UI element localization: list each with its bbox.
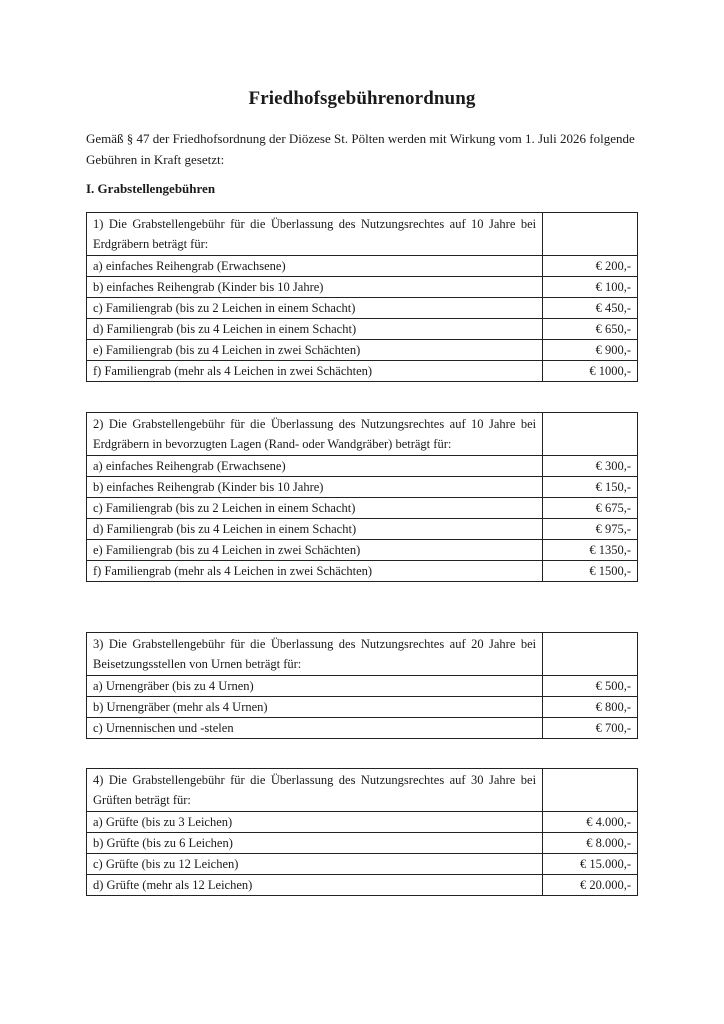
table-row [87,561,638,582]
row-price: € 800,- [543,697,638,718]
table-row [87,676,638,697]
row-label: c) Familiengrab (bis zu 2 Leichen in einem Schacht) [87,498,543,519]
table-row [87,697,638,718]
row-price: € 150,- [543,477,638,498]
table-row [87,833,638,854]
row-price: € 975,- [543,519,638,540]
table-row [87,340,638,361]
table-heading: 4) Die Grabstellengebühr für die Überlassung des Nutzungsrechtes auf 30 Jahre bei Grüften beträgt für: [87,769,543,812]
row-price: € 900,- [543,340,638,361]
table-row [87,854,638,875]
table-heading: 3) Die Grabstellengebühr für die Überlassung des Nutzungsrechtes auf 20 Jahre bei Beisetzungsstellen von Urnen beträgt für: [87,633,543,676]
row-label: c) Grüfte (bis zu 12 Leichen) [87,854,543,875]
row-price: € 20.000,- [543,875,638,896]
table-heading-row [87,413,638,456]
table-row [87,477,638,498]
row-label: e) Familiengrab (bis zu 4 Leichen in zwei Schächten) [87,540,543,561]
document-title: Friedhofsgebührenordnung [248,88,476,109]
table-heading-price-cell [543,633,638,676]
fee-table-urnen [86,632,638,739]
table-row [87,298,638,319]
row-label: b) Urnengräber (mehr als 4 Urnen) [87,697,543,718]
row-label: a) einfaches Reihengrab (Erwachsene) [87,456,543,477]
row-label: f) Familiengrab (mehr als 4 Leichen in zwei Schächten) [87,361,543,382]
fee-table-erdgraeber [86,212,638,382]
row-price: € 1000,- [543,361,638,382]
fee-table-gruefte [86,768,638,896]
table-row [87,540,638,561]
table-row [87,361,638,382]
row-price: € 1500,- [543,561,638,582]
row-price: € 675,- [543,498,638,519]
table-heading-row [87,769,638,812]
table-row [87,319,638,340]
table-heading-price-cell [543,413,638,456]
table-row [87,718,638,739]
section-heading: I. Grabstellengebühren [86,181,216,196]
table-heading-price-cell [543,769,638,812]
table-row [87,498,638,519]
row-price: € 1350,- [543,540,638,561]
table-heading: 1) Die Grabstellengebühr für die Überlassung des Nutzungsrechtes auf 10 Jahre bei Erdgräbern beträgt für: [87,213,543,256]
table-heading-row [87,633,638,676]
row-price: € 100,- [543,277,638,298]
table-row [87,812,638,833]
table-row [87,256,638,277]
row-price: € 700,- [543,718,638,739]
row-price: € 300,- [543,456,638,477]
row-label: c) Familiengrab (bis zu 2 Leichen in einem Schacht) [87,298,543,319]
intro-paragraph: Gemäß § 47 der Friedhofsordnung der Diözese St. Pölten werden mit Wirkung vom 1. Juli 2026 folgende Gebühren in Kraft gesetzt: [86,131,635,167]
row-price: € 8.000,- [543,833,638,854]
table-row [87,875,638,896]
row-label: b) einfaches Reihengrab (Kinder bis 10 Jahre) [87,277,543,298]
row-label: d) Familiengrab (bis zu 4 Leichen in einem Schacht) [87,519,543,540]
row-price: € 500,- [543,676,638,697]
row-label: e) Familiengrab (bis zu 4 Leichen in zwei Schächten) [87,340,543,361]
table-row [87,519,638,540]
row-label: d) Familiengrab (bis zu 4 Leichen in einem Schacht) [87,319,543,340]
fee-table-bevorzugte-lagen [86,412,638,582]
row-label: d) Grüfte (mehr als 12 Leichen) [87,875,543,896]
row-price: € 450,- [543,298,638,319]
row-label: a) einfaches Reihengrab (Erwachsene) [87,256,543,277]
table-heading-row [87,213,638,256]
row-price: € 200,- [543,256,638,277]
row-price: € 15.000,- [543,854,638,875]
row-label: a) Grüfte (bis zu 3 Leichen) [87,812,543,833]
row-label: b) einfaches Reihengrab (Kinder bis 10 Jahre) [87,477,543,498]
row-price: € 650,- [543,319,638,340]
table-heading: 2) Die Grabstellengebühr für die Überlassung des Nutzungsrechtes auf 10 Jahre bei Erdgräbern in bevorzugten Lagen (Rand- oder Wandgräber) beträgt für: [87,413,543,456]
row-label: f) Familiengrab (mehr als 4 Leichen in zwei Schächten) [87,561,543,582]
table-row [87,456,638,477]
row-price: € 4.000,- [543,812,638,833]
row-label: b) Grüfte (bis zu 6 Leichen) [87,833,543,854]
table-heading-price-cell [543,213,638,256]
row-label: c) Urnennischen und -stelen [87,718,543,739]
row-label: a) Urnengräber (bis zu 4 Urnen) [87,676,543,697]
table-row [87,277,638,298]
